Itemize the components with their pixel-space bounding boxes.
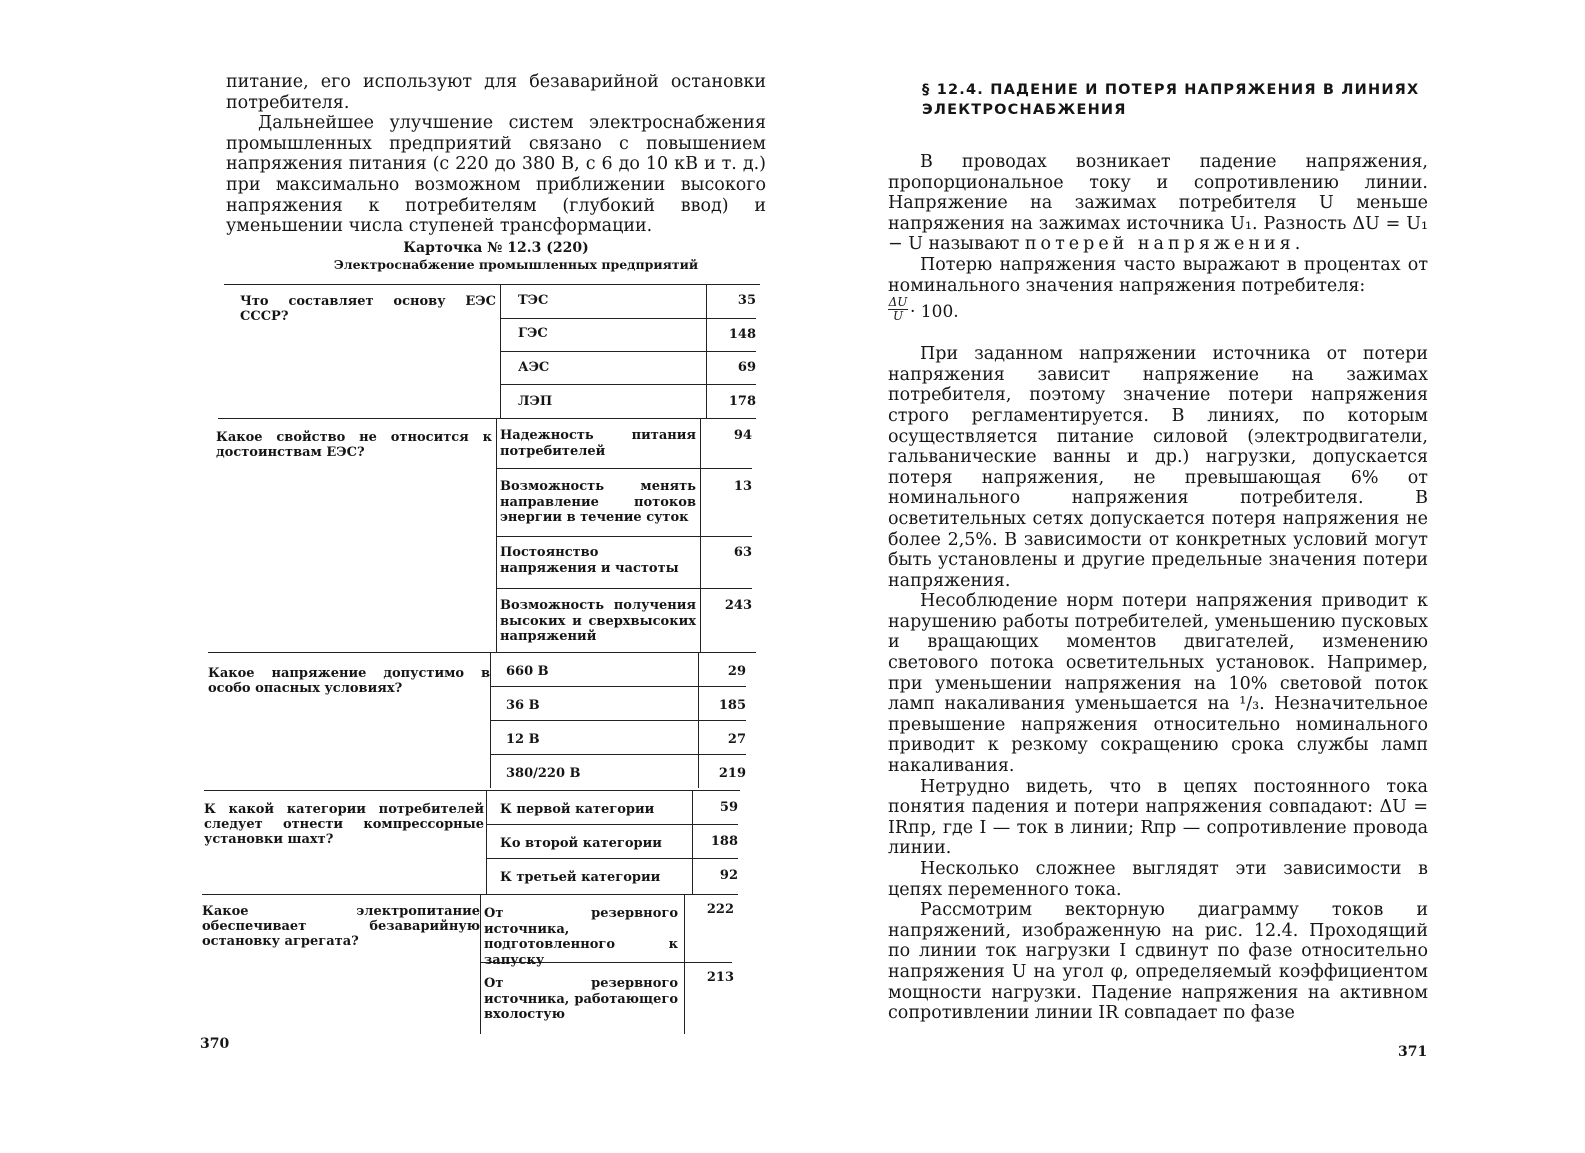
answer-text: Возможность получения высоких и сверхвысоких напряжений [500, 598, 696, 644]
answer-text: 12 В [506, 732, 540, 747]
question-text: Какое электропитание обеспечивает безаварийную остановку агрегата? [202, 904, 480, 949]
left-page [226, 72, 766, 272]
right-page [888, 80, 1428, 1024]
answer-text: Возможность менять направление потоков энергии в течение суток [500, 479, 696, 525]
answer-code: 27 [727, 732, 746, 747]
left-paragraph-1: питание, его используют для безаварийной остановки потребителя. [226, 72, 766, 113]
answer-code: 213 [706, 970, 734, 985]
answer-text: ТЭС [518, 293, 549, 308]
answer-code: 59 [719, 800, 738, 815]
answer-code: 92 [719, 868, 738, 883]
answer-text: АЭС [518, 360, 550, 375]
right-paragraph-3: При заданном напряжении источника от потери напряжения зависит напряжение на зажимах потребителя, поэтому значение потери напряжения строго регламентируется. В линиях, по которым осуществляется питание силовой (электродвигатели, гальванические ванны и др.) нагрузки, допускается потеря напряжения, не превышающая 6% от номинального напряжения потребителя. В осветительных сетях допускается потеря напряжения не более 2,5%. В зависимости от конкретных условий могут быть установлены и другие предельные значения потери напряжения. [888, 344, 1428, 591]
answer-text: 660 В [506, 664, 549, 679]
right-paragraph-2: Потерю напряжения часто выражают в процентах от номинального значения напряжения потребителя: [888, 254, 1428, 296]
question-block [200, 652, 760, 788]
question-block [200, 284, 760, 418]
question-text: Какое свойство не относится к достоинствам ЕЭС? [216, 430, 492, 460]
answer-code: 35 [737, 293, 756, 308]
answer-text: От резервного источника, работающего вхолостую [484, 976, 678, 1022]
question-card [200, 284, 760, 1034]
right-paragraph-6: Несколько сложнее выглядят эти зависимости в цепях переменного тока. [888, 859, 1428, 900]
question-text: К какой категории потребителей следует отнести компрессорные установки шахт? [204, 802, 484, 847]
answer-text: 380/220 В [506, 766, 581, 781]
percent-formula: $\frac{\Delta U}{U}$ · 100. [888, 295, 959, 324]
question-text: Что составляет основу ЕЭС СССР? [240, 294, 496, 324]
answer-text: 36 В [506, 698, 540, 713]
answer-text: Надежность питания потребителей [500, 428, 696, 459]
answer-text: К третьей категории [500, 870, 661, 885]
answer-code: 222 [706, 902, 734, 917]
answer-text: ЛЭП [518, 394, 553, 409]
right-paragraph-7: Рассмотрим векторную диаграмму токов и напряжений, изображенную на рис. 12.4. Проходящий по линии ток нагрузки I сдвинут по фазе относительно напряжения U на угол φ, определяемый коэффициентом мощности нагрузки. Падение напряжения на активном сопротивлении линии IR совпадает по фазе [888, 900, 1428, 1024]
right-paragraph-1: В проводах возникает падение напряжения, пропорциональное току и сопротивлению линии. Напряжение на зажимах потребителя U меньше напряжения на зажимах источника U₁. Разность ΔU = U₁ − U называют потерей напряжения. [888, 152, 1428, 255]
section-heading: § 12.4. ПАДЕНИЕ И ПОТЕРЯ НАПРЯЖЕНИЯ В ЛИНИЯХ ЭЛЕКТРОСНАБЖЕНИЯ [922, 82, 1420, 118]
answer-code: 69 [737, 360, 756, 375]
answer-code: 219 [718, 766, 746, 781]
question-block [200, 894, 760, 1034]
page-number-right: 371 [1398, 1044, 1428, 1060]
answer-code: 178 [728, 394, 756, 409]
answer-text: От резервного источника, подготовленного к запуску [484, 906, 678, 968]
right-paragraph-4: Несоблюдение норм потери напряжения приводит к нарушению работы потребителей, уменьшению пусковых и вращающих моментов двигателей, изменению светового потока осветительных установок. Например, при уменьшении напряжения на 10% световой поток ламп накаливания уменьшается на ¹/₃. Незначительное превышение напряжения относительно номинального приводит к резкому сокращению срока службы ламп накаливания. [888, 591, 1428, 777]
question-block [200, 418, 760, 652]
question-block [200, 790, 760, 894]
left-paragraph-2: Дальнейшее улучшение систем электроснабжения промышленных предприятий связано с повышением напряжения питания (с 220 до 380 В, с 6 до 10 кВ и т. д.) при максимально возможном приближении высокого напряжения к потребителям (глубокий ввод) и уменьшении числа ступеней трансформации. [226, 113, 766, 237]
card-title: Карточка № 12.3 (220) [403, 239, 589, 256]
answer-code: 29 [727, 664, 746, 679]
answer-text: Ко второй категории [500, 836, 662, 851]
answer-code: 188 [710, 834, 738, 849]
question-text: Какое напряжение допустимо в особо опасных условиях? [208, 666, 490, 696]
right-paragraph-5: Нетрудно видеть, что в цепях постоянного тока понятия падения и потери напряжения совпадают: ΔU = IRпр, где I — ток в линии; Rпр — сопротивление провода линии. [888, 776, 1428, 859]
page-number-left: 370 [200, 1036, 230, 1052]
answer-text: К первой категории [500, 802, 655, 817]
answer-text: Постоянство напряжения и частоты [500, 545, 679, 576]
card-subtitle: Электроснабжение промышленных предприятий [333, 256, 699, 272]
answer-code: 148 [728, 327, 756, 342]
answer-code: 185 [718, 698, 746, 713]
answer-code: 243 [724, 598, 752, 613]
answer-code: 13 [733, 479, 752, 494]
answer-code: 94 [733, 428, 752, 443]
answer-code: 63 [733, 545, 752, 560]
answer-text: ГЭС [518, 326, 548, 341]
